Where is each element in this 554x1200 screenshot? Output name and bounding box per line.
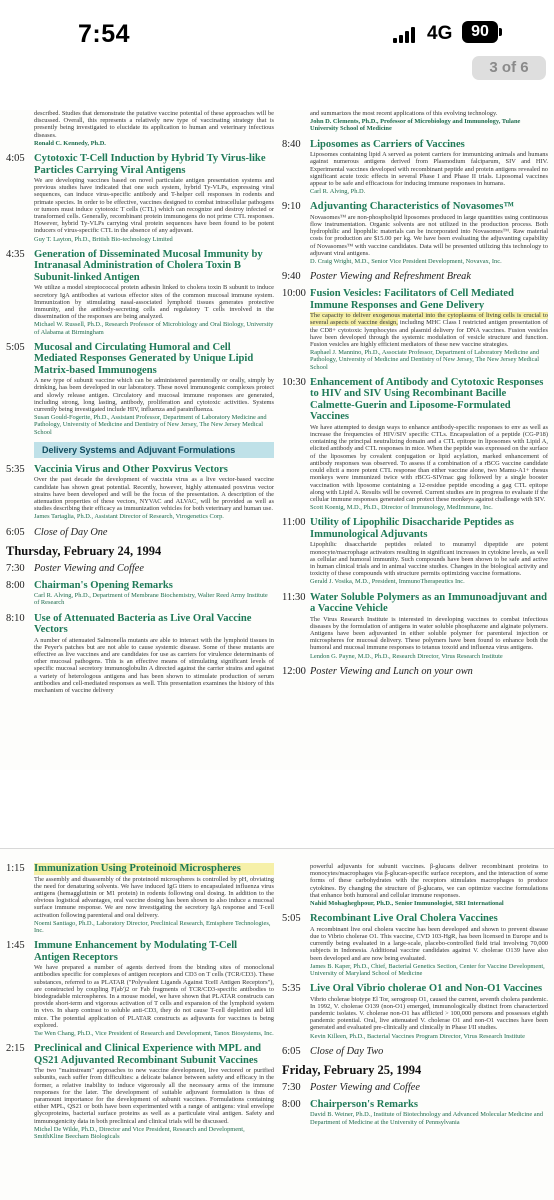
session-time: 11:00 xyxy=(282,517,306,529)
abstract-text: A new type of subunit vaccine which can be administered parenterally or orally, simply by drinking, has been developed in our laboratory. These novel immunogenic complexes protect and slowly release antigen. Circulatory and mucosal immune responses are generated, including strong, long lasting, antibody, proliferation and cytotoxic activities. Systems currently being investigated include HIV, influenza and parainfluenza. xyxy=(34,377,274,414)
document-page-2[interactable] xyxy=(0,848,554,1200)
network-type: 4G xyxy=(427,23,453,44)
session-abstract xyxy=(310,616,548,652)
session-entry xyxy=(6,342,274,436)
session-entry xyxy=(6,613,274,695)
session-author: Susan Gould-Fogerite, Ph.D., Assistant Professor, Department of Laboratory Medicine and Pathology, University of Medicine and Dentistry of New Jersey, The New Jersey Medical School xyxy=(34,414,267,436)
close-day-two xyxy=(282,1046,548,1057)
session-entry xyxy=(282,288,548,371)
session-author: Lendon G. Payne, M.D., Ph.D., Research Director, Virus Research Institute xyxy=(310,652,503,660)
session-title: Utility of Lipophilic Disaccharide Peptides as Immunological Adjuvants xyxy=(310,517,514,540)
session-title: Immune Enhancement by Modulating T-Cell Antigen Receptors xyxy=(34,940,238,963)
session-author: Tse Wen Chang, Ph.D., Vice President of Research and Development, Tanox Biosystems, Inc. xyxy=(34,1029,274,1037)
session-time: 11:30 xyxy=(282,591,306,603)
session-title: Recombinant Live Oral Cholera Vaccines xyxy=(310,913,498,925)
session-author: Noemi Santiago, Ph.D., Laboratory Director, Preclinical Research, Emisphere Technologies, Inc. xyxy=(34,919,271,934)
session-entry xyxy=(282,139,548,196)
session-title: Enhancement of Antibody and Cytotoxic Responses to HIV and SIV Using Recombinant Bacille Calmette-Guerin and Liposome-Formulated Vaccines xyxy=(310,376,544,423)
continued-author: John D. Clements, Ph.D., Professor of Microbiology and Immunology, Tulane University School of Medicine xyxy=(310,118,521,133)
session-entry xyxy=(282,377,548,511)
battery-tip xyxy=(499,28,502,36)
abstract-text: Over the past decade the development of vaccinia virus as a live vector-based vaccine candidate has shown great potential. Recently, however, highly attenuated poxvirus vector strains have been developed and will be the focus of the presentation. A description of the attenuation properties of these vectors, NYVAC and ALVAC, will be provided as well as studies describing their efficacy as immunization vehicles for both veterinary and human use. xyxy=(34,476,274,513)
session-abstract xyxy=(34,1067,274,1125)
session-author: Gerald J. Vosika, M.D., President, ImmunoTherapeutics Inc. xyxy=(310,578,465,586)
session-entry xyxy=(6,580,274,607)
session-time: 12:00 xyxy=(282,665,306,677)
close-day-one xyxy=(6,527,274,538)
session-abstract xyxy=(34,177,274,235)
session-time: 4:05 xyxy=(6,153,25,165)
highlighted-text: The capacity to deliver exogenous material into the cytoplasms of living cells is crucial to several aspects of vaccine design, xyxy=(310,312,548,327)
session-entry xyxy=(6,863,274,934)
session-abstract xyxy=(310,541,548,577)
session-author: Michael W. Russell, Ph.D., Research Professor of Microbiology and Oral Biology, University of Alabama at Birmingham xyxy=(34,321,274,336)
abstract-text: The assembly and disassembly of the proteinoid microspheres is controlled by pH, obviating the need for denaturing solvents. We have induced IgG titers to encapsulated influenza virus antigens (hemagglutinin or M1 protein) in rodents following oral dosing. In addition to the obvious logistical advantages, oral vaccine dosing has been shown to also induce a mucosal surface immune response. We are now investigating the secretory IgA response and T-cell activation following parenteral and oral delivery. xyxy=(34,875,274,919)
session-time: 5:05 xyxy=(282,913,301,925)
session-author: Raphael J. Mannino, Ph.D., Associate Professor, Department of Laboratory Medicine and Pathology, University of Medicine and Dentistry of New Jersey, The New Jersey Medical School xyxy=(310,349,540,371)
session-author: Guy T. Layton, Ph.D., British Bio-technology Limited xyxy=(34,235,173,243)
page1-right-column xyxy=(282,110,548,683)
session-entry xyxy=(282,201,548,265)
abstract-text: Lipophilic disaccharide peptides related to muramyl dipeptide are potent monocyte/macrophage activators resulting in significant increases in cytokine levels, as well as cellular and humoral immunity. Such compounds have been shown to be safe and active in human clinical trials and in animal vaccine studies. Changes in the biological activity and toxicity of these compounds with structure permits optimizing vaccine formations. xyxy=(310,541,548,578)
session-title: Liposomes as Carriers of Vaccines xyxy=(310,138,465,150)
abstract-text: The Virus Research Institute is interested in developing vaccines to combat infectious diseases by the formulation of antigens in water soluble phosphazene and alginate polymers. Antigens have been adjuvanted in either soluble polymer for parenteral injection or microspheres for mucosal delivery. These polymers have been found to enhance both the humoral and mucosal immune responses to tetanus toxoid and influenza virus antigens. xyxy=(310,615,548,652)
continued-text: described. Studies that demonstrate the putative vaccine potential of these approaches will be discussed. Overall, this represents a relatively new type of vaccinating strategy that is presently being investigated to elucidate its application to human and veterinary infectious diseases. xyxy=(34,110,274,139)
session-entry xyxy=(6,1043,274,1140)
abstract-text: We have attempted to design ways to enhance antibody-specific responses to env as well as increase the frequencies of HIV/SIV specific CTLs. Encapsulation of a peptide (CG-P18) containing the principal neutralizing domain and a CTL epitope in liposomes with Lipid A, elicited antibody and CTL responses in mice. When the peptide was expressed on the surface of the liposomes by covalent conjugation or lipid acylation, marked enhancement of antibody responses was observed. To assess if a combination of a rBCG vaccine candidate could elicit a more potent CTL response than either vaccine alone, two Mamu-A1+ rhesus monkeys were immunized twice with rBCG-SIVmac gag followed by a single booster vaccination with liposome containing a 12-residue peptide encoding a gag CTL epitope along with Lipid A. Results will be covered. Current studies are in progress to evaluate if the cellular immune responses generated can protect these monkeys against challenge with SIV. xyxy=(310,423,548,503)
session-time: 2:15 xyxy=(6,1043,25,1055)
session-abstract xyxy=(310,151,548,187)
session-time: 5:05 xyxy=(6,341,25,353)
session-entry xyxy=(282,517,548,585)
continued-author: Ronald C. Kennedy, Ph.D. xyxy=(34,139,106,147)
session-time: 7:30 xyxy=(6,562,25,574)
abstract-text: Novasomes™ are non-phospholipid liposomes produced in large quantities using continuous flow instrumentation. Organic solvents are not utilized in the production process. Both hydrophilic and lipophilic materials can be incorporated into Novasomes™. Raw material costs for production are $15.00 per kg. We have been evaluating the adjuvanting capability of Novasomes™ with vaccine candidates. Data will be presented utilizing this technology to adjuvant viral antigens. xyxy=(310,213,548,257)
session-title: Chairman's Opening Remarks xyxy=(34,579,173,591)
battery-icon: 90 xyxy=(462,21,498,43)
poster-viewing xyxy=(6,563,274,574)
session-title: Cytotoxic T-Cell Induction by Hybrid Ty Virus-like Particles Carrying Viral Antigens xyxy=(34,153,266,176)
day-heading: Thursday, February 24, 1994 xyxy=(6,543,162,558)
session-title: Water Soluble Polymers as an Immunoadjuvant and a Vaccine Vehicle xyxy=(310,591,548,615)
session-time: 8:00 xyxy=(282,1098,301,1110)
session-abstract xyxy=(34,964,274,1029)
session-time: 8:10 xyxy=(6,612,25,624)
lunch-break xyxy=(282,666,548,677)
session-entry xyxy=(282,592,548,660)
session-time: 1:45 xyxy=(6,940,25,952)
page-counter: 3 of 6 xyxy=(472,56,546,80)
abstract-text: Vibrio cholerae biotype El Tor, serogroup O1, caused the current, seventh cholera pandemic. In 1992, V. cholerae O139 (non-O1) emerged, immunologically distinct from characterized pandemic isolates. V. cholerae non-O1 has afflicted > 100,000 persons and possesses eighth pandemic potential. Oral, live attenuated V. cholerae O1 and non-O1 vaccines have been generated and evaluated pre-clinically and clinically in Phase I/II studies. xyxy=(310,995,548,1032)
session-time: 5:35 xyxy=(6,463,25,475)
clock: 7:54 xyxy=(78,20,131,48)
abstract-text: We have prepared a number of agents derived from the binding sites of monoclonal antibodies specific for complexes of antigen receptors and CD3 on T cells (TCR/CD3). These substances, referred to as PLATAR ("Polyvalent Ligands Against TceII Antigen Receptors"), are constructed by coupling F(ab')2 or Fab fragments of TCR/CD3-specific antibodies to biodegradable microspheres. In a mouse model, we have shown that PLATAR constructs can provide short-term and vigorous activation of T cells and expansion of the lymphoid system in vivo. In sharp contrast to soluble anti-CD3, they do not cause T-cell depletion and kill mice. The potential application of PLATAR constructs as adjuvants for vaccines is being explored. xyxy=(34,964,274,1029)
session-author: Carl R. Alving, Ph.D., Department of Membrane Biochemistry, Walter Reed Army Institute of Research xyxy=(34,592,268,607)
status-bar xyxy=(0,0,554,62)
session-label: Poster Viewing and Coffee xyxy=(310,1081,420,1093)
session-author: Kevin Killeen, Ph.D., Bacterial Vaccines Program Director, Virus Research Institute xyxy=(310,1032,525,1040)
session-author: Carl R. Alving, Ph.D. xyxy=(310,188,366,196)
session-abstract xyxy=(34,377,274,413)
abstract-text: The two "mainstream" approaches to new vaccine development, live vectored or purified subunits, each suffer from difficulties: a delicate balance between safety and efficacy in the former, a relative inability to induce vigorously all the necessary arms of the immune responses for the later. The development of suitable adjuvant formulation is thus of paramount importance for the development of subunit vaccines. Formulations containing either MPL, QS21 or both have been experimented with a range of antigens: viral envelope glycoproteins, bacterial surface proteins as well as a particulate viral antigen. Safety and immunogenicity data in both preclinical and clinical trials will be discussed. xyxy=(34,1067,274,1125)
session-title: Fusion Vesicles: Facilitators of Cell Mediated Immune Responses and Gene Delivery xyxy=(310,288,514,311)
chair-remarks xyxy=(282,1099,548,1126)
session-title: Adjuvanting Characteristics of Novasomes™ xyxy=(310,201,514,213)
session-abstract xyxy=(310,312,548,348)
session-title: Preclinical and Clinical Experience with MPL and QS21 Adjuvanted Recombinant Subunit Vaccines xyxy=(34,1043,261,1066)
session-label: Close of Day Two xyxy=(310,1045,384,1057)
abstract-text: including MHC Class I restricted antigen presentation of the CD8+ cytotoxic lymphocytes and plasmid delivery for DNA vaccines. Fusion vesicles have been developed through the systemic modulation of vesicle structure and function. Fusion vesicles are highly efficient mediators of these new vaccine strategies. xyxy=(310,319,548,349)
session-time: 6:05 xyxy=(6,526,25,538)
session-abstract xyxy=(34,284,274,320)
session-abstract xyxy=(34,637,274,695)
session-time: 8:00 xyxy=(6,579,25,591)
session-time: 5:35 xyxy=(282,983,301,995)
session-entry xyxy=(282,913,548,977)
session-author: Scott Koenig, M.D., Ph.D., Director of Immunology, MedImmune, Inc. xyxy=(310,504,493,512)
session-title: Vaccinia Virus and Other Poxvirus Vectors xyxy=(34,463,228,475)
cellular-signal-icon xyxy=(393,27,419,43)
page2-left-column xyxy=(6,863,274,1146)
document-page-1[interactable] xyxy=(0,110,554,770)
session-author: Michel De Wilde, Ph.D., Director and Vice President, Research and Development, SmithKline Beecham Biologicals xyxy=(34,1125,245,1140)
session-title: Immunization Using Proteinoid Microspheres xyxy=(34,863,274,875)
section-banner: Delivery Systems and Adjuvant Formulations xyxy=(34,442,274,458)
session-author: D. Craig Wright, M.D., Senior Vice President Development, Novavax, Inc. xyxy=(310,258,502,266)
session-title: Use of Attenuated Bacteria as Live Oral Vaccine Vectors xyxy=(34,612,252,636)
session-label: Close of Day One xyxy=(34,526,108,538)
session-entry xyxy=(6,464,274,521)
session-time: 9:10 xyxy=(282,201,301,213)
session-label: Poster Viewing and Lunch on your own xyxy=(310,665,473,677)
session-entry xyxy=(6,153,274,243)
abstract-text: A number of attenuated Salmonella mutants are able to interact with the lymphoid tissues in the Peyer's patches but are not able to cause systemic disease. Some of these mutants are effective as live vaccines and are candidates for use as carriers for virulence determinants of other mucosal pathogens. This is an effective means of stimulating significant levels of specific mucosal secretory immunoglobulin A directed against the carrier strains and against a variety of heterologous antigens and has been shown to stimulate production of serum antibodies and cell-mediated responses as well. This presentation examines the history of this mechanism of vaccine delivery xyxy=(34,636,274,694)
abstract-text: A recombinant live oral cholera vaccine has been developed and shown to prevent disease due to Vibrio cholerae O1. This vaccine, CVD 103-HgR, has been licensed in Europe and is currently being evaluated in a large-scale, placebo-controlled field trial involving 70,000 subjects in Indonesia. Additional vaccine candidates against V. cholerae O139 have also been developed and are now being evaluated. xyxy=(310,925,548,962)
session-time: 1:15 xyxy=(6,863,25,874)
session-time: 7:30 xyxy=(282,1081,301,1093)
page2-right-column xyxy=(282,863,548,1132)
session-title: Mucosal and Circulating Humoral and Cell Mediated Responses Generated by Unique Lipid Matrix-based Immunogens xyxy=(34,341,254,376)
session-title: Live Oral Vibrio cholerae O1 and Non-O1 Vaccines xyxy=(310,983,543,995)
continued-author: Nahid Mohagheghpour, Ph.D., Senior Immunologist, SRI International xyxy=(310,900,504,908)
poster-viewing xyxy=(282,1082,548,1093)
session-title: Generation of Disseminated Mucosal Immunity by Intranasal Administration of Cholera Toxin B Subunit-linked Antigen xyxy=(34,248,263,283)
session-abstract xyxy=(310,996,548,1032)
session-time: 8:40 xyxy=(282,138,301,150)
session-abstract xyxy=(310,424,548,503)
session-title: Chairperson's Remarks xyxy=(310,1098,418,1110)
abstract-text: We are developing vaccines based on novel particulate antigen presentation systems and previous studies have indicated that one such system, hybrid Ty-VLPs, expressing viral sequences, can induce virus-specific antibody and T-helper cell responses in rodents and primate species. In order to be effective, vaccines designed to combat intracellular pathogens or tumors must induce cytotoxic T cells (CTL) which can recognize and destroy infected or transformed cells. Generally, recombinant protein immunogens do not prime CTL responses. However, hybrid Ty-VLPs carrying viral protein sequences have been found to be potent inducers of virus-specific CTL in the absence of any adjuvant. xyxy=(34,177,274,235)
continued-text: powerful adjuvants for subunit vaccines. β-glucans deliver recombinant proteins to monocytes/macrophages via β-glucan-specific surface receptors, and the interaction of some forms of these carbohydrates with the receptors stimulates macrophages to produce cytokines. By changing the structure of β-glucans, we can optimize vaccine formulations that enhance both humoral and cellular immune responses. xyxy=(310,863,548,899)
continued-text: and summarizes the most recent applications of this evolving technology. xyxy=(310,110,498,117)
session-entry xyxy=(282,983,548,1040)
abstract-text: We utilize a model streptococcal protein adhesin linked to cholera toxin B subunit to induce secretory IgA antibodies at various effector sites of the common mucosal immune system. Immunization by stimulating nasal-associated lymphoid tissues generates protective immunity, and the antibody-secreting cells and regulatory T cells involved in the dissemination of the responses are being analyzed. xyxy=(34,284,274,321)
session-entry xyxy=(6,249,274,336)
abstract-text: Liposomes containing lipid A served as potent carriers for immunizing animals and humans against numerous antigens derived from Plasmodium falciparum, SIV and HIV. Experimental vaccines developed with recombinant peptide and protein antigens revealed no significant acute toxic effects in several Phase I and Phase II trials. Liposomal vaccines appear to be safe and efficacious for inducing immune responses in humans. xyxy=(310,151,548,187)
session-time: 10:30 xyxy=(282,376,306,388)
session-abstract xyxy=(310,214,548,257)
poster-viewing xyxy=(282,271,548,282)
session-author: James Tartaglia, Ph.D., Assistant Director of Research, Virogenetics Corp. xyxy=(34,513,224,521)
page1-left-column xyxy=(6,110,274,700)
session-time: 9:40 xyxy=(282,271,301,283)
day-heading: Friday, February 25, 1994 xyxy=(282,1062,422,1077)
session-time: 10:00 xyxy=(282,288,306,300)
session-abstract xyxy=(34,476,274,512)
session-author: David B. Weiner, Ph.D., Institute of Biotechnology and Advanced Molecular Medicine and Department of Medicine at the University of Pennsylvania xyxy=(310,1111,544,1126)
session-time: 6:05 xyxy=(282,1045,301,1057)
session-author: James B. Kaper, Ph.D., Chief, Bacterial Genetics Section, Center for Vaccine Development, University of Maryland School of Medicine xyxy=(310,962,545,977)
session-entry xyxy=(6,940,274,1037)
page-gap xyxy=(0,770,554,850)
session-abstract xyxy=(34,876,274,919)
session-abstract xyxy=(310,926,548,962)
session-label: Poster Viewing and Coffee xyxy=(34,562,144,574)
session-label: Poster Viewing and Refreshment Break xyxy=(310,271,471,283)
session-time: 4:35 xyxy=(6,248,25,260)
